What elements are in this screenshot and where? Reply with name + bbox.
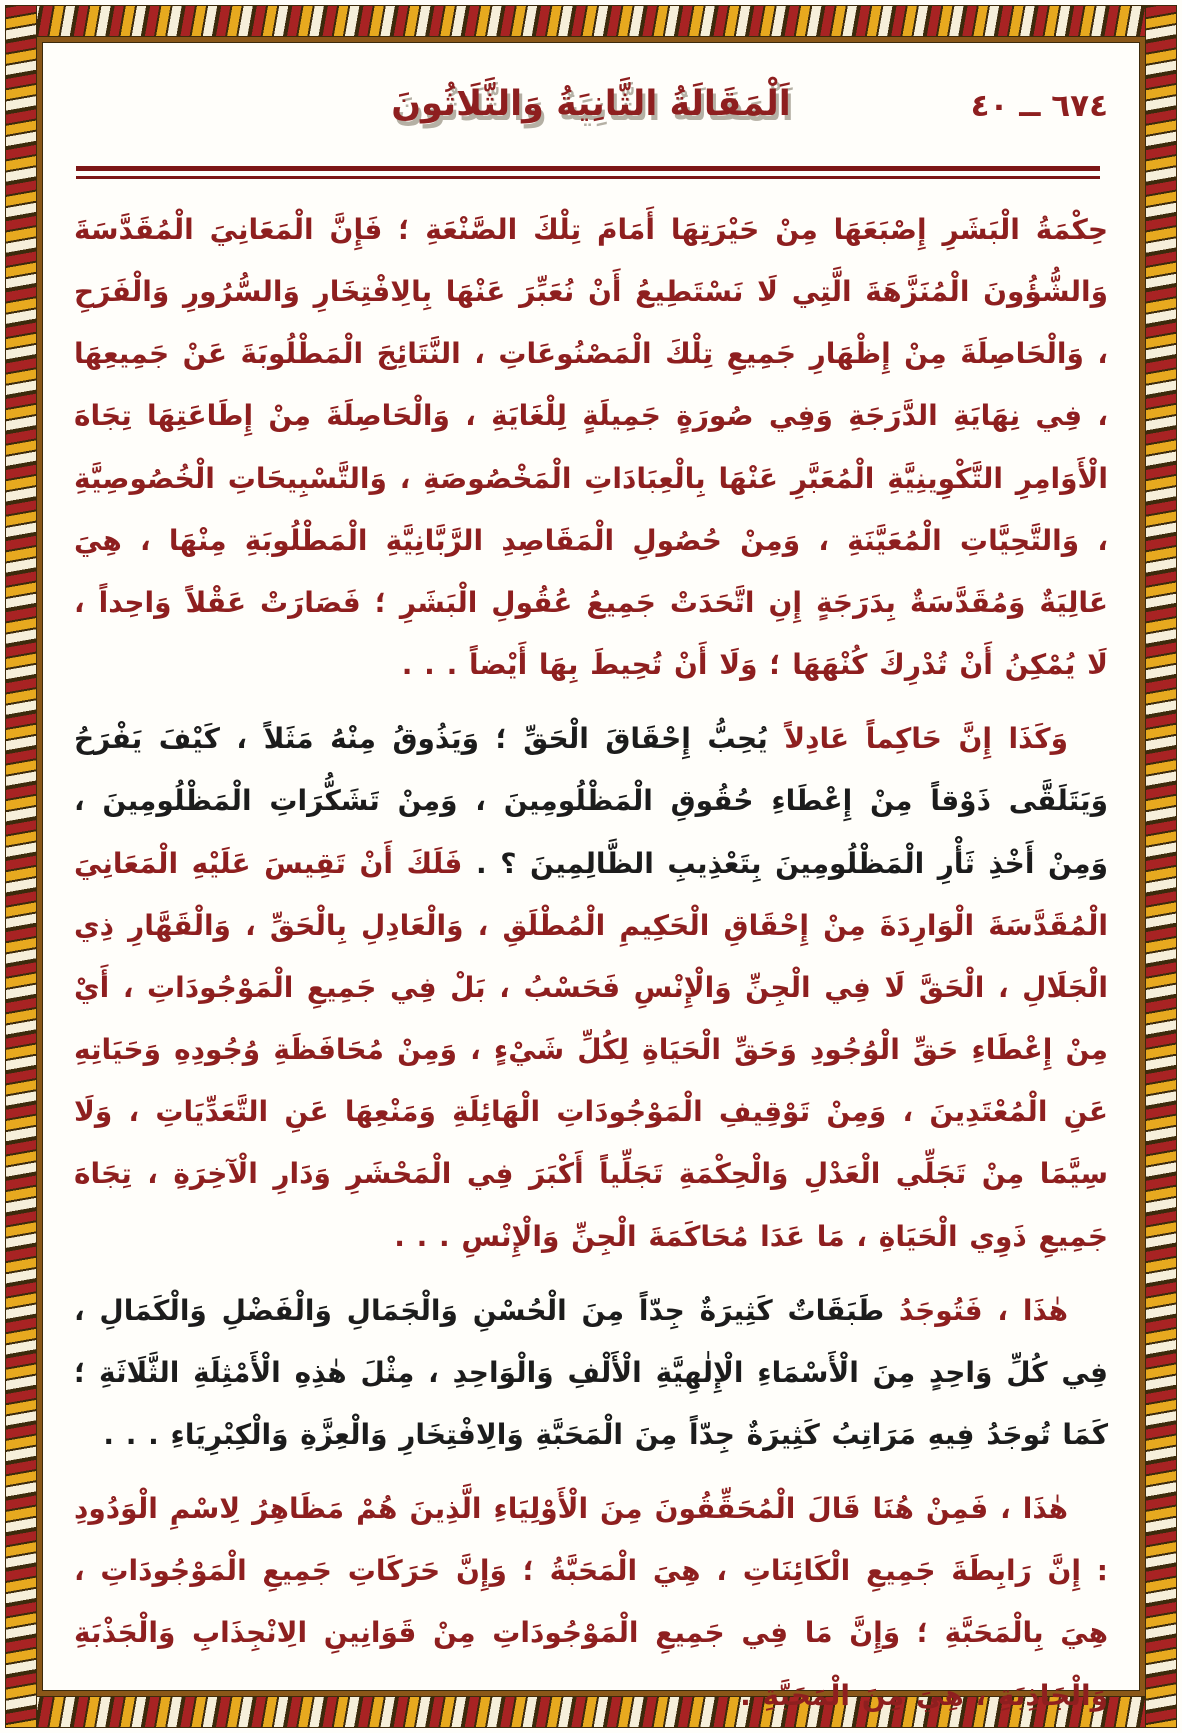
- paragraph-segment: فَلَكَ أَنْ تَقِيسَ عَلَيْهِ الْمَعَانِيَ الْمُقَدَّسَةَ الْوَارِدَةَ مِنْ إِحْقَاقِ الْحَكِيمِ الْمُطْلَقِ ، وَالْعَادِلِ بِالْحَقِّ ، وَالْقَهَّارِ ذِي الْجَلَالِ ، الْحَقَّ لَا فِي الْجِنِّ وَالْإِنْسِ فَحَسْبُ ، بَلْ فِي جَمِيعِ الْمَوْجُودَاتِ ، أَيْ مِنْ إِعْطَاءِ حَقِّ الْوُجُودِ وَحَقِّ الْحَيَاةِ لِكُلِّ شَيْءٍ ، وَمِنْ مُحَافَظَةِ وُجُودِهِ وَحَيَاتِهِ عَنِ الْمُعْتَدِينَ ، وَمِنْ تَوْقِيفِ الْمَوْجُودَاتِ الْهَائِلَةِ وَمَنْعِهَا عَنِ التَّعَدِّيَاتِ ، وَلَا سِيَّمَا مِنْ تَجَلِّي الْعَدْلِ وَالْحِكْمَةِ تَجَلِّياً أَكْبَرَ فِي الْمَحْشَرِ وَدَارِ الْآخِرَةِ ، تِجَاهَ جَمِيعِ ذَوِي الْحَيَاةِ ، مَا عَدَا مُحَاكَمَةَ الْجِنِّ وَالْإِنْسِ . . .: [74, 846, 1108, 1253]
- paragraph: [74, 1478, 1108, 1727]
- paragraph-segment: يُحِبُّ إِحْقَاقَ الْحَقِّ ؛ وَيَذُوقُ مِنْهُ مَثَلاً ، كَيْفَ يَفْرَحُ وَيَتَلَقَّى ذَوْقاً مِنْ إِعْطَاءِ حُقُوقِ الْمَظْلُومِينَ ، وَمِنْ تَشَكُّرَاتِ الْمَظْلُومِينَ ، وَمِنْ أَخْذِ ثَأْرِ الْمَظْلُومِينَ بِتَعْذِيبِ الظَّالِمِينَ ؟ .: [74, 722, 1108, 880]
- paragraph: [74, 199, 1108, 696]
- ornamental-border-left: [5, 5, 37, 1728]
- page-content-frame: [37, 37, 1145, 1712]
- paragraph-segment: وَكَذَا إِنَّ حَاكِماً عَادِلاً: [767, 722, 1068, 756]
- ornamental-border-right: [1145, 5, 1177, 1728]
- paragraph-segment: حِكْمَةُ الْبَشَرِ إِصْبَعَهَا مِنْ حَيْرَتِهَا أَمَامَ تِلْكَ الصَّنْعَةِ ؛ فَإِنَّ الْمَعَانِيَ الْمُقَدَّسَةَ وَالشُّؤُونَ الْمُنَزَّهَةَ الَّتِي لَا نَسْتَطِيعُ أَنْ نُعَبِّرَ عَنْهَا بِالِافْتِخَارِ وَالسُّرُورِ وَالْفَرَحِ ، وَالْحَاصِلَةَ مِنْ إِظْهَارِ جَمِيعِ تِلْكَ الْمَصْنُوعَاتِ ، النَّتَائِجَ الْمَطْلُوبَةَ عَنْ جَمِيعِهَا ، فِي نِهَايَةِ الدَّرَجَةِ وَفِي صُورَةٍ جَمِيلَةٍ لِلْغَايَةِ ، وَالْحَاصِلَةَ مِنْ إِطَاعَتِهَا تِجَاهَ الْأَوَامِرِ التَّكْوِينِيَّةِ الْمُعَبَّرِ عَنْهَا بِالْعِبَادَاتِ الْمَخْصُوصَةِ ، وَالتَّسْبِيحَاتِ الْخُصُوصِيَّةِ ، وَالتَّحِيَّاتِ الْمُعَيَّنَةِ ، وَمِنْ حُصُولِ الْمَقَاصِدِ الرَّبَّانِيَّةِ الْمَطْلُوبَةِ مِنْهَا ، هِيَ عَالِيَةٌ وَمُقَدَّسَةٌ بِدَرَجَةٍ إِنِ اتَّحَدَتْ جَمِيعُ عُقُولِ الْبَشَرِ ؛ فَصَارَتْ عَقْلاً وَاحِداً ، لَا يُمْكِنُ أَنْ تُدْرِكَ كُنْهَهَا ؛ وَلَا أَنْ تُحِيطَ بِهَا أَيْضاً . . .: [74, 213, 1108, 682]
- header-rule: [76, 166, 1100, 179]
- page-number: ٦٧٤ ــ ٤٠: [970, 88, 1108, 124]
- paragraph-segment: طَبَقَاتٌ كَثِيرَةٌ جِدّاً مِنَ الْحُسْنِ وَالْجَمَالِ وَالْفَضْلِ وَالْكَمَالِ ، فِي كُلِّ وَاحِدٍ مِنَ الْأَسْمَاءِ الْإِلٰهِيَّةِ الْأَلْفِ وَالْوَاحِدِ ، مِثْلَ هٰذِهِ الْأَمْثِلَةِ الثَّلَاثَةِ ؛ كَمَا تُوجَدُ فِيهِ مَرَاتِبُ كَثِيرَةٌ جِدّاً مِنَ الْمَحَبَّةِ وَالِافْتِخَارِ وَالْعِزَّةِ وَالْكِبْرِيَاءِ . . .: [74, 1293, 1108, 1451]
- page-header: [68, 70, 1114, 156]
- ornamental-border-top: [5, 5, 1177, 37]
- paragraph-segment: هٰذَا ، فَتُوجَدُ: [884, 1293, 1069, 1327]
- text-body: [68, 199, 1114, 1727]
- paragraph: [74, 1280, 1108, 1466]
- paragraph-segment: هٰذَا ، فَمِنْ هُنَا قَالَ الْمُحَقِّقُونَ مِنَ الْأَوْلِيَاءِ الَّذِينَ هُمْ مَظَاهِرُ لِاسْمِ الْوَدُودِ : إِنَّ رَابِطَةَ جَمِيعِ الْكَائِنَاتِ ، هِيَ الْمَحَبَّةُ ؛ وَإِنَّ حَرَكَاتِ جَمِيعِ الْمَوْجُودَاتِ ، هِيَ بِالْمَحَبَّةِ ؛ وَإِنَّ مَا فِي جَمِيعِ الْمَوْجُودَاتِ مِنْ قَوَانِينِ الِانْجِذَابِ وَالْجَذْبَةِ وَالْجَاذِبَةِ ، هِيَ مِنَ الْمَحَبَّةِ .: [74, 1492, 1108, 1712]
- page-title: اَلْمَقَالَةُ الثَّانِيَةُ وَالثَّلَاثُونَ: [391, 84, 791, 124]
- paragraph: [74, 708, 1108, 1267]
